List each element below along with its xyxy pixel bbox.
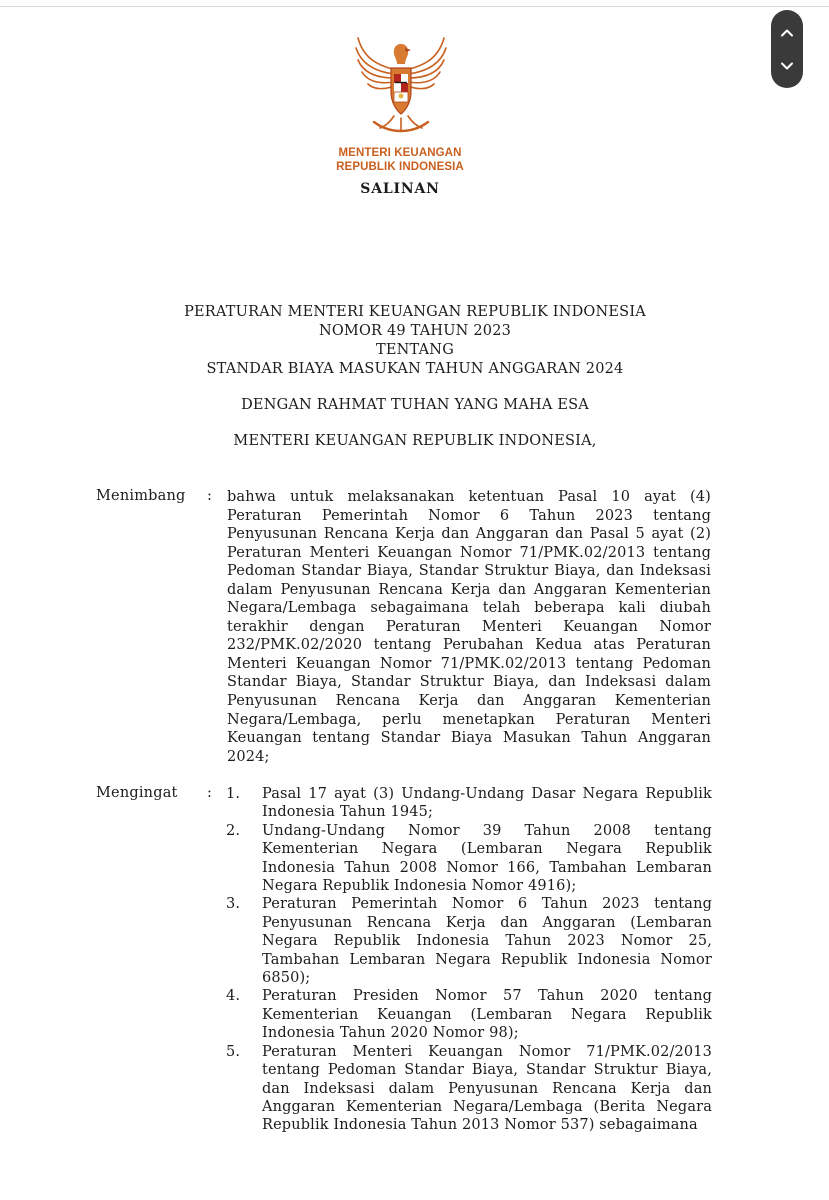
regulation-title: [130, 303, 700, 379]
list-item-text: Peraturan Pemerintah Nomor 6 Tahun 2023 tentang Penyusunan Rencana Kerja dan Anggaran (Lembaran Negara Republik Indonesia Tahun 2023 Nomor 25, Tambahan Lembaran Negara Republik Indonesia Nomor 6850);: [262, 896, 712, 987]
minister-heading: MENTERI KEUANGAN REPUBLIK INDONESIA,: [233, 433, 597, 449]
list-item-number: 3.: [226, 896, 241, 913]
list-item: [220, 1043, 712, 1135]
list-item-text: Undang-Undang Nomor 39 Tahun 2008 tentang Kementerian Negara (Lembaran Negara Republik Indonesia Tahun 2008 Nomor 166, Tambahan Lembaran Negara Republik Indonesia Nomor 4916);: [262, 822, 712, 895]
ministry-name: [300, 146, 500, 174]
list-item-number: 5.: [226, 1043, 241, 1060]
chevron-down-icon: [779, 58, 795, 74]
ministry-line-2: REPUBLIK INDONESIA: [336, 161, 464, 173]
mengingat-label: Mengingat: [96, 785, 178, 801]
page-nav-control: [771, 10, 803, 88]
title-line-4: STANDAR BIAYA MASUKAN TAHUN ANGGARAN 2024: [206, 361, 624, 377]
copy-label: SALINAN: [360, 181, 440, 197]
top-divider: [0, 6, 829, 7]
garuda-emblem-icon: [350, 30, 452, 136]
title-line-1: PERATURAN MENTERI KEUANGAN REPUBLIK INDONESIA: [184, 304, 646, 320]
menimbang-colon: :: [207, 488, 212, 504]
ministry-line-1: MENTERI KEUANGAN: [338, 147, 462, 159]
mengingat-list: [220, 785, 712, 1135]
page-down-button[interactable]: [774, 53, 800, 79]
mengingat-colon: :: [207, 785, 212, 801]
list-item-text: Peraturan Presiden Nomor 57 Tahun 2020 tentang Kementerian Keuangan (Lembaran Negara Republik Indonesia Tahun 2020 Nomor 98);: [262, 988, 712, 1042]
title-line-3: TENTANG: [376, 342, 454, 358]
list-item-number: 2.: [226, 822, 241, 839]
invocation: DENGAN RAHMAT TUHAN YANG MAHA ESA: [241, 397, 589, 413]
list-item-number: 4.: [226, 988, 241, 1005]
list-item: [220, 895, 712, 987]
list-item: [220, 822, 712, 896]
list-item-text: Peraturan Menteri Keuangan Nomor 71/PMK.02/2013 tentang Pedoman Standar Biaya, Standar Struktur Biaya, dan Indeksasi dalam Penyusunan Rencana Kerja dan Anggaran Kementerian Negara/Lembaga (Berita Negara Republik Indonesia Tahun 2013 Nomor 537) sebagaimana: [262, 1043, 712, 1134]
list-item-text: Pasal 17 ayat (3) Undang-Undang Dasar Negara Republik Indonesia Tahun 1945;: [262, 786, 712, 821]
title-line-2: NOMOR 49 TAHUN 2023: [318, 323, 512, 339]
list-item: [220, 987, 712, 1042]
chevron-up-icon: [779, 25, 795, 41]
list-item-number: 1.: [226, 786, 241, 802]
page-up-button[interactable]: [774, 20, 800, 46]
menimbang-text: bahwa untuk melaksanakan ketentuan Pasal 10 ayat (4) Peraturan Pemerintah Nomor 6 Tahun 2023 tentang Penyusunan Rencana Kerja dan Anggaran dan Pasal 5 ayat (2) Peraturan Menteri Keuangan Nomor 71/PMK.02/2013 tentang Pedoman Standar Biaya, Standar Struktur Biaya, dan Indeksasi dalam Penyusunan Rencana Kerja dan Anggaran Kementerian Negara/Lembaga sebagaimana telah beberapa kali diubah terakhir dengan Peraturan Menteri Keuangan Nomor 232/PMK.02/2020 tentang Perubahan Kedua atas Peraturan Menteri Keuangan Nomor 71/PMK.02/2013 tentang Pedoman Standar Biaya, Standar Struktur Biaya, dan Indeksasi dalam Penyusunan Rencana Kerja dan Anggaran Kementerian Negara/Lembaga, perlu menetapkan Peraturan Menteri Keuangan tentang Standar Biaya Masukan Tahun Anggaran 2024;: [227, 489, 711, 765]
list-item: [220, 785, 712, 822]
menimbang-label: Menimbang: [96, 488, 186, 504]
